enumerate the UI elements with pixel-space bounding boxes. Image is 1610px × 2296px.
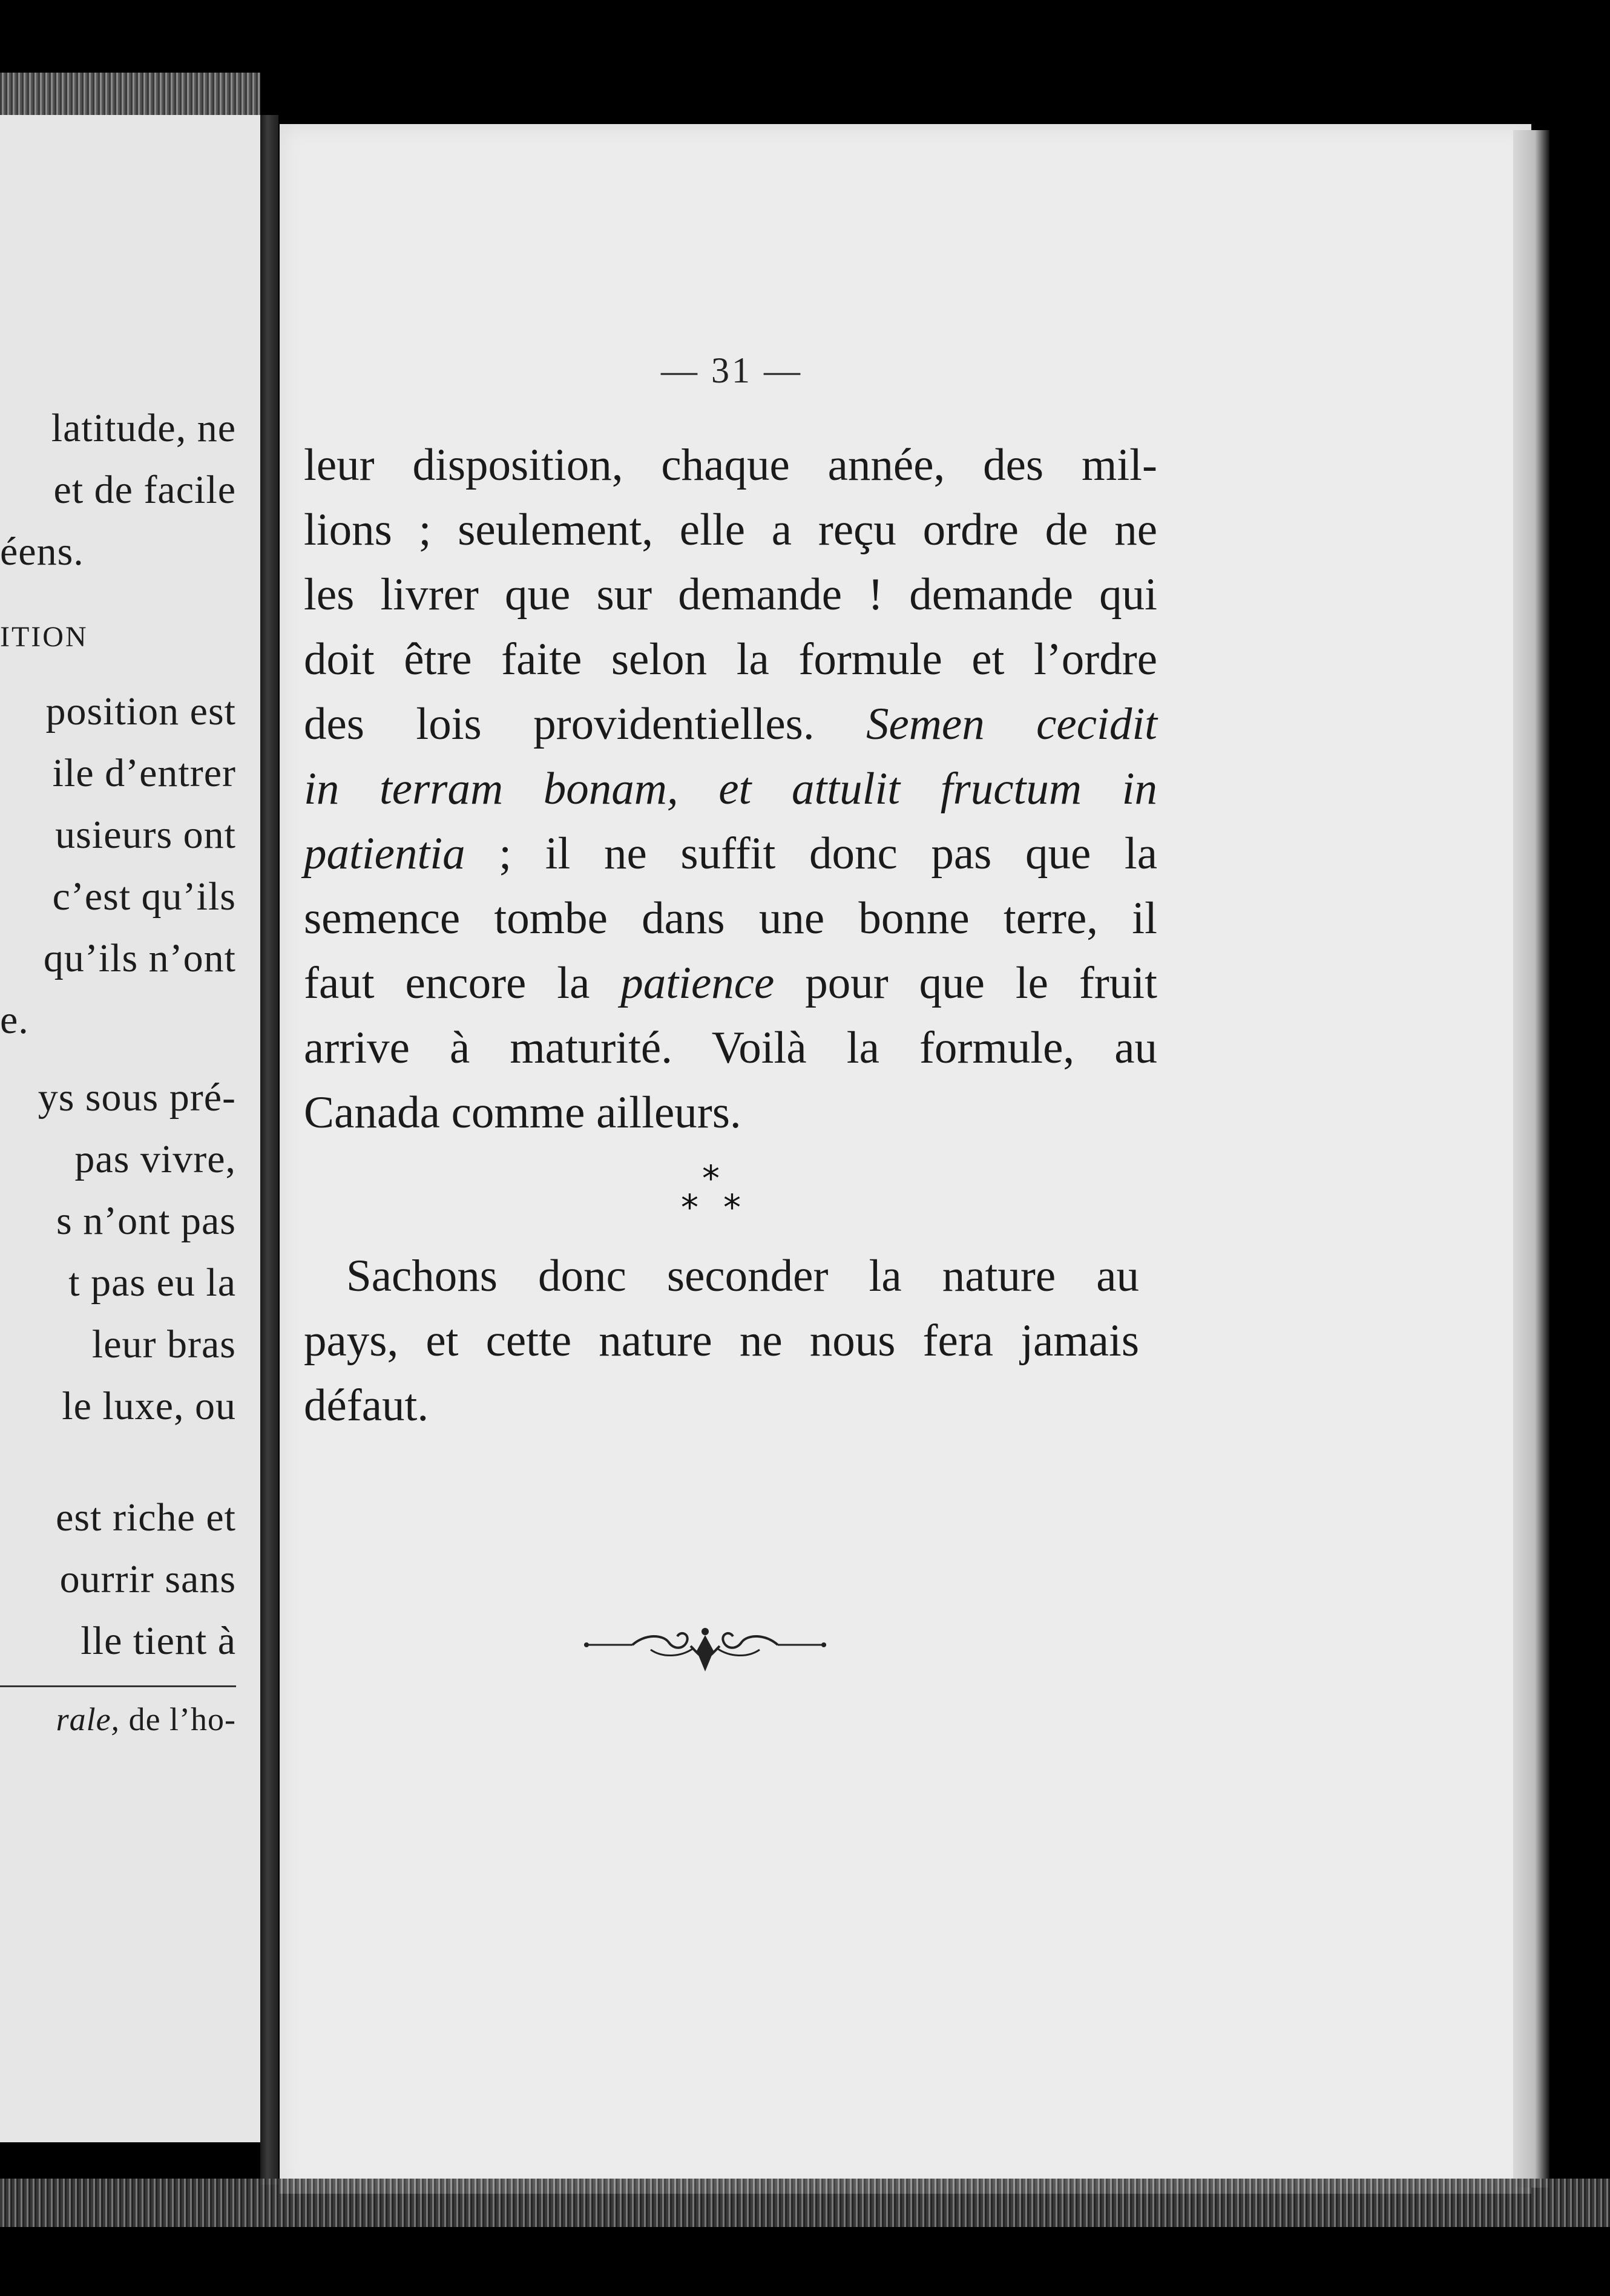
left-line: et de facile	[53, 468, 236, 512]
asterism-star: *	[723, 1187, 741, 1228]
left-line: ys sous pré-	[38, 1075, 236, 1120]
fleuron-ornament-icon	[584, 1622, 826, 1676]
left-line: ourrir sans	[59, 1557, 236, 1601]
page-number: — 31 —	[661, 350, 803, 390]
text-line	[304, 692, 1157, 756]
left-line: c’est qu’ils	[52, 874, 236, 919]
text-line: défaut.	[304, 1380, 429, 1431]
left-line: s n’ont pas	[56, 1199, 236, 1243]
text-line: arrive à maturité. Voilà la formule, au	[304, 1023, 1157, 1073]
footnote-italic: rale,	[56, 1701, 120, 1737]
left-line: latitude, ne	[51, 406, 236, 450]
footnote-text: de l’ho-	[120, 1701, 236, 1737]
text-line	[304, 821, 1157, 886]
bottom-edge-strip	[0, 2179, 1610, 2227]
asterism-star: *	[681, 1187, 698, 1228]
text-line: lions ; seulement, elle a reçu ordre de ne	[304, 505, 1157, 555]
text-segment: des lois providentielles.	[304, 699, 866, 749]
left-line: le luxe, ou	[62, 1384, 236, 1428]
left-line: t pas eu la	[68, 1261, 236, 1305]
text-line: les livrer que sur demande ! demande qui	[304, 569, 1157, 620]
previous-page-fragment	[0, 115, 260, 2142]
text-line: doit être faite selon la formule et l’ordre	[304, 634, 1157, 684]
left-line: éens.	[0, 530, 84, 574]
book-spine-gutter	[260, 115, 278, 2185]
left-line: leur bras	[91, 1322, 236, 1366]
left-line: lle tient à	[80, 1619, 236, 1663]
latin-quote: Semen cecidit	[866, 699, 1157, 749]
body-paragraph-1	[304, 433, 1157, 1145]
left-section-heading: ITION	[0, 621, 88, 653]
left-line: est riche et	[56, 1495, 236, 1540]
text-line: semence tombe dans une bonne terre, il	[304, 893, 1157, 943]
text-segment: pour que le fruit	[774, 958, 1157, 1008]
asterism-separator	[681, 1158, 748, 1228]
text-line	[304, 756, 1157, 821]
latin-quote: in terram bonam, et attulit fructum in	[304, 764, 1157, 814]
left-line: pas vivre,	[74, 1137, 236, 1181]
text-line: Sachons donc seconder la nature au	[346, 1251, 1139, 1301]
text-line	[304, 951, 1157, 1015]
left-page-edge-strip	[0, 73, 260, 121]
left-line: qu’ils n’ont	[43, 936, 236, 980]
left-line: usieurs ont	[55, 813, 236, 857]
page-edge	[1513, 130, 1549, 2188]
left-line: position est	[45, 689, 236, 733]
text-line: pays, et cette nature ne nous fera jamais	[304, 1316, 1139, 1366]
text-line: Canada comme ailleurs.	[304, 1087, 741, 1138]
asterism-star: *	[702, 1158, 720, 1199]
body-paragraph-2	[304, 1244, 1139, 1438]
left-line: e.	[0, 998, 29, 1042]
latin-quote: patientia	[304, 828, 465, 879]
left-footnote	[56, 1701, 236, 1738]
emphasis-word: patience	[620, 958, 775, 1008]
text-segment: faut encore la	[304, 958, 621, 1008]
left-line: ile d’entrer	[52, 751, 236, 795]
text-line: leur disposition, chaque année, des mil-	[304, 440, 1157, 490]
text-segment: ; il ne suffit donc pas que la	[465, 828, 1157, 879]
footnote-rule	[0, 1685, 236, 1687]
